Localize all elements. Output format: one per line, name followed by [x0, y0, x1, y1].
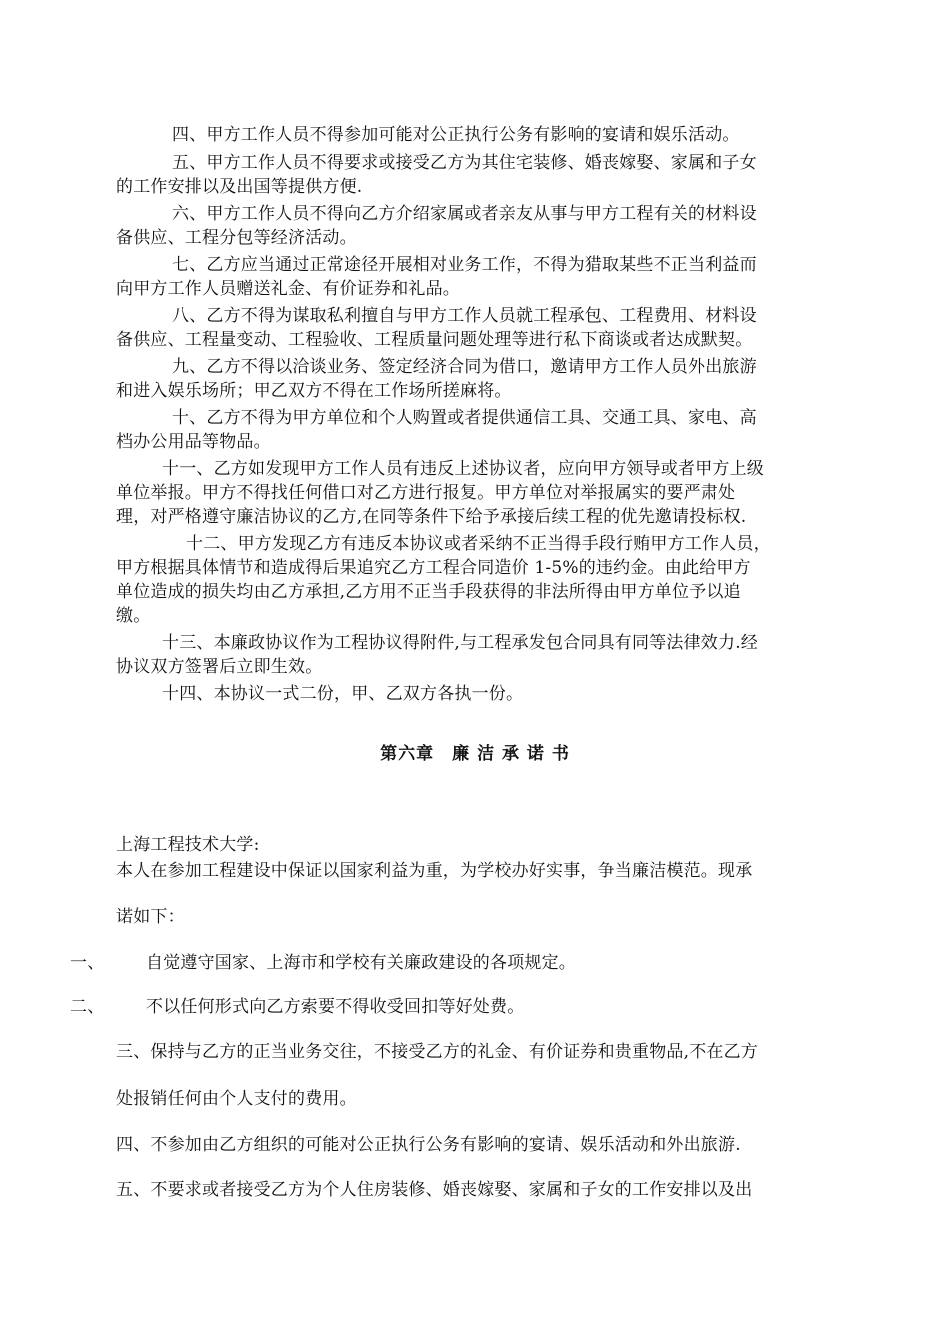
agreement-item-7-line-1: 七、乙方应当通过正常途径开展相对业务工作，不得为猎取某些不正当利益而	[172, 255, 757, 275]
pledge-item-3-line-1: 三、保持与乙方的正当业务交往，不接受乙方的礼金、有价证券和贵重物品,不在乙方	[116, 1042, 759, 1062]
agreement-item-12-line-1: 十二、甲方发现乙方有违反本协议或者采纳不正当得手段行贿甲方工作人员，	[186, 534, 771, 554]
agreement-item-8-line-2: 备供应、工程量变动、工程验收、工程质量问题处理等进行私下商谈或者达成默契。	[116, 330, 753, 350]
pledge-item-2-number: 二、	[70, 997, 105, 1017]
agreement-item-12-line-4: 缴。	[116, 606, 151, 626]
agreement-item-13-line-1: 十三、本廉政协议作为工程协议得附件,与工程承发包合同具有同等法律效力.经	[162, 633, 759, 653]
pledge-addressee: 上海工程技术大学:	[116, 835, 260, 855]
agreement-item-5-line-1: 五、甲方工作人员不得要求或接受乙方为其住宅装修、婚丧嫁娶、家属和子女	[172, 153, 757, 173]
pledge-item-2-text: 不以任何形式向乙方索要不得收受回扣等好处费。	[146, 997, 525, 1017]
chapter-heading: 第六章 廉 洁 承 诺 书	[380, 744, 570, 764]
pledge-item-1-number: 一、	[70, 953, 105, 973]
agreement-item-11-line-2: 单位举报。甲方不得找任何借口对乙方进行报复。甲方单位对举报属实的要严肃处	[116, 483, 736, 503]
agreement-item-10-line-2: 档办公用品等物品。	[116, 432, 271, 452]
agreement-item-12-line-2: 甲方根据具体情节和造成得后果追究乙方工程合同造价 1-5%的违约金。由此给甲方	[116, 558, 751, 578]
pledge-intro-line-2: 诺如下：	[116, 907, 185, 927]
pledge-item-4: 四、不参加由乙方组织的可能对公正执行公务有影响的宴请、娱乐活动和外出旅游.	[116, 1135, 741, 1155]
pledge-item-3-line-2: 处报销任何由个人支付的费用。	[116, 1089, 357, 1109]
pledge-item-5: 五、不要求或者接受乙方为个人住房装修、婚丧嫁娶、家属和子女的工作安排以及出	[116, 1180, 753, 1200]
agreement-item-11-line-1: 十一、乙方如发现甲方工作人员有违反上述协议者，应向甲方领导或者甲方上级	[162, 459, 764, 479]
pledge-intro-line-1: 本人在参加工程建设中保证以国家利益为重，为学校办好实事，争当廉洁模范。现承	[116, 861, 753, 881]
agreement-item-6-line-1: 六、甲方工作人员不得向乙方介绍家属或者亲友从事与甲方工程有关的材料设	[172, 204, 757, 224]
agreement-item-10-line-1: 十、乙方不得为甲方单位和个人购置或者提供通信工具、交通工具、家电、高	[172, 408, 757, 428]
agreement-item-9-line-1: 九、乙方不得以洽谈业务、签定经济合同为借口，邀请甲方工作人员外出旅游	[172, 357, 757, 377]
agreement-item-9-line-2: 和进入娱乐场所；甲乙双方不得在工作场所搓麻将。	[116, 381, 512, 401]
agreement-item-8-line-1: 八、乙方不得为谋取私利擅自与甲方工作人员就工程承包、工程费用、材料设	[172, 306, 757, 326]
pledge-item-1-text: 自觉遵守国家、上海市和学校有关廉政建设的各项规定。	[146, 953, 576, 973]
agreement-item-5-line-2: 的工作安排以及出国等提供方便.	[116, 177, 363, 197]
agreement-item-11-line-3: 理，对严格遵守廉洁协议的乙方,在同等条件下给予承接后续工程的优先邀请投标权.	[116, 507, 747, 527]
agreement-item-4: 四、甲方工作人员不得参加可能对公正执行公务有影响的宴请和娱乐活动。	[172, 125, 740, 145]
agreement-item-12-line-3: 单位造成的损失均由乙方承担,乙方用不正当手段获得的非法所得由甲方单位予以追	[116, 582, 741, 602]
agreement-item-7-line-2: 向甲方工作人员赠送礼金、有价证券和礼品。	[116, 279, 460, 299]
agreement-item-13-line-2: 协议双方签署后立即生效。	[116, 657, 323, 677]
agreement-item-14: 十四、本协议一式二份，甲、乙双方各执一份。	[162, 684, 524, 704]
agreement-item-6-line-2: 备供应、工程分包等经济活动。	[116, 228, 357, 248]
